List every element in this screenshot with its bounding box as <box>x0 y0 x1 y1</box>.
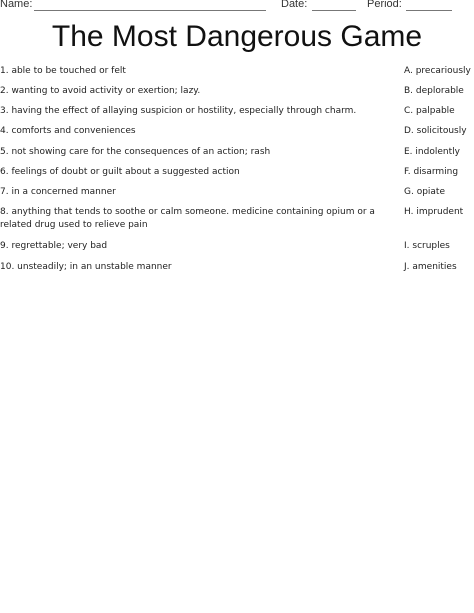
clue-text: 2. wanting to avoid activity or exertion; lazy. <box>0 86 201 96</box>
page-title: The Most Dangerous Game <box>51 20 423 53</box>
clue-text: 8. anything that tends to soothe or calm someone. medicine containing opium or a related drug used to relieve pain <box>0 207 375 230</box>
answer-option: C. palpable <box>404 106 455 116</box>
name-field[interactable] <box>34 10 266 11</box>
clue-text: 9. regrettable; very bad <box>0 241 108 251</box>
answer-option: E. indolently <box>404 147 460 157</box>
name-label: Name: <box>0 0 33 10</box>
answer-option: F. disarming <box>404 167 459 177</box>
date-label: Date: <box>281 0 308 10</box>
clue-text: 5. not showing care for the consequences of an action; rash <box>0 147 271 157</box>
answer-option: A. precariously <box>404 66 471 76</box>
period-label: Period: <box>367 0 402 10</box>
clue-text: 6. feelings of doubt or guilt about a suggested action <box>0 167 240 177</box>
clue-text: 4. comforts and conveniences <box>0 126 136 136</box>
date-field[interactable] <box>312 10 356 11</box>
clue-text: 7. in a concerned manner <box>0 187 116 197</box>
answer-option: G. opiate <box>404 187 445 197</box>
clue-text: 3. having the effect of allaying suspicion or hostility, especially through charm. <box>0 106 357 116</box>
answer-option: I. scruples <box>404 241 450 251</box>
header-row <box>0 0 474 14</box>
clue-text: 1. able to be touched or felt <box>0 66 126 76</box>
answer-option: J. amenities <box>404 262 457 272</box>
answer-option: B. deplorable <box>404 86 464 96</box>
period-field[interactable] <box>406 10 452 11</box>
clue-text: 10. unsteadily; in an unstable manner <box>0 262 172 272</box>
answer-option: H. imprudent <box>404 207 464 217</box>
answer-option: D. solicitously <box>404 126 467 136</box>
